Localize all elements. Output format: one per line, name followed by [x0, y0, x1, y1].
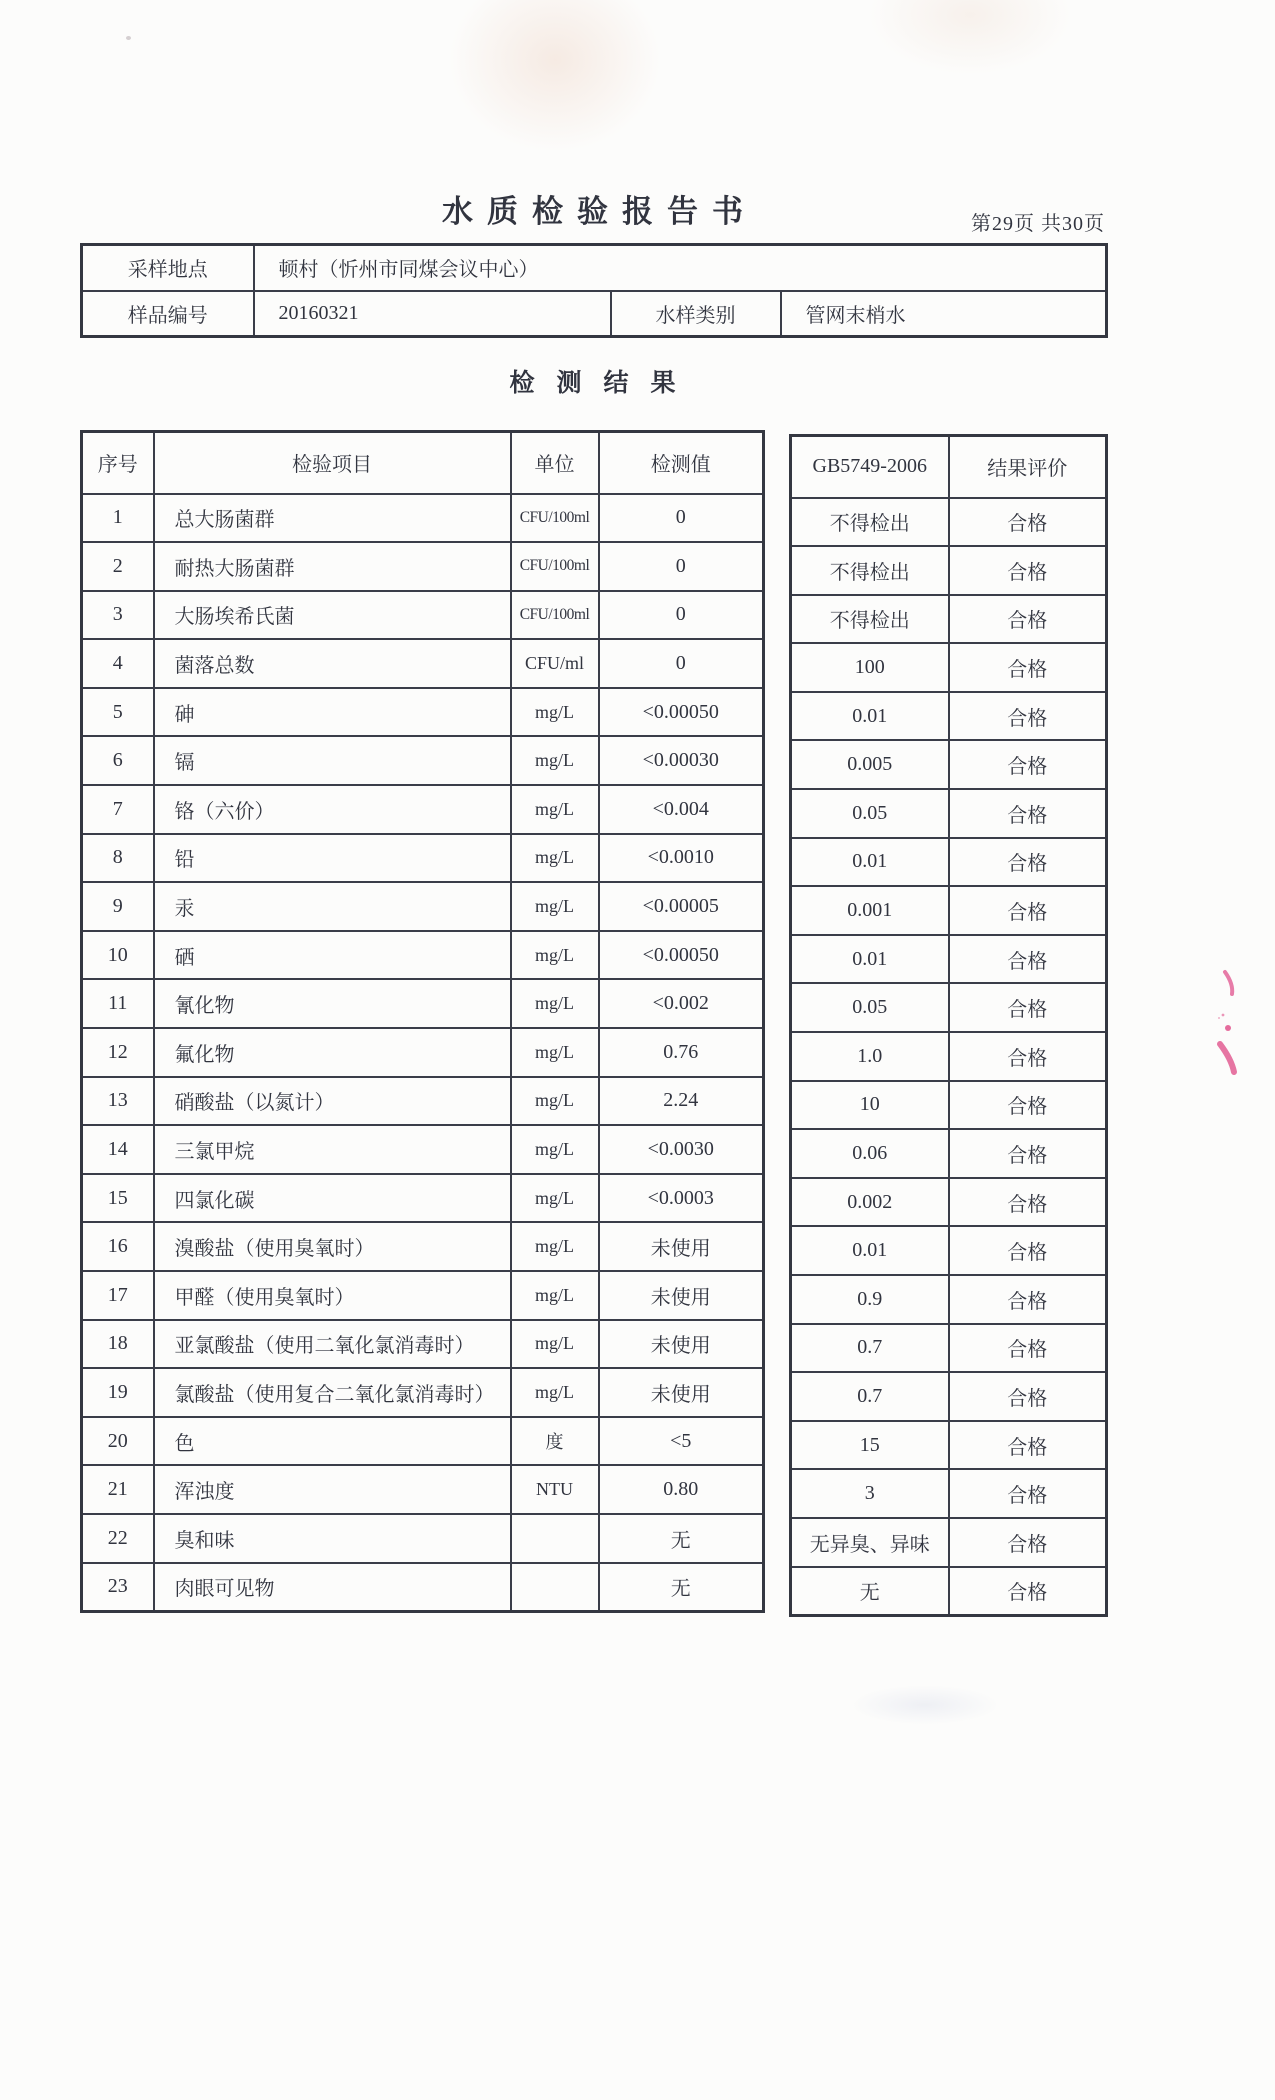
row-number-cell: 6: [82, 736, 154, 785]
unit-cell: mg/L: [511, 1174, 599, 1223]
standard-limit-cell: 0.001: [791, 886, 949, 935]
water-type-value: 管网末梢水: [781, 291, 1107, 337]
item-name-cell: 硝酸盐（以氮计）: [154, 1077, 511, 1126]
table-row: [82, 639, 764, 688]
unit-cell: mg/L: [511, 882, 599, 931]
table-header-row: [82, 432, 764, 494]
ink-dot: [1225, 1025, 1231, 1031]
evaluation-cell: 合格: [949, 595, 1107, 644]
row-number-cell: 17: [82, 1271, 154, 1320]
standard-limit-cell: 0.01: [791, 935, 949, 984]
evaluation-cell: 合格: [949, 692, 1107, 741]
evaluation-cell: 合格: [949, 838, 1107, 887]
unit-cell: mg/L: [511, 1222, 599, 1271]
unit-cell: 度: [511, 1417, 599, 1466]
unit-cell: CFU/ml: [511, 639, 599, 688]
row-number-cell: 2: [82, 542, 154, 591]
table-row: [791, 886, 1107, 935]
results-table-right: [789, 434, 1108, 1617]
table-row: [791, 498, 1107, 547]
row-number-cell: 3: [82, 591, 154, 640]
item-name-cell: 菌落总数: [154, 639, 511, 688]
item-name-cell: 浑浊度: [154, 1465, 511, 1514]
table-row: [82, 291, 1107, 337]
evaluation-cell: 合格: [949, 1324, 1107, 1373]
table-row: [791, 1178, 1107, 1227]
measured-value-cell: 0: [599, 494, 764, 543]
standard-limit-cell: 不得检出: [791, 498, 949, 547]
measured-value-cell: 0: [599, 542, 764, 591]
column-header-unit: 单位: [511, 432, 599, 494]
item-name-cell: 硒: [154, 931, 511, 980]
table-row: [791, 1081, 1107, 1130]
table-header-row: [791, 436, 1107, 498]
table-row: [82, 542, 764, 591]
table-row: [82, 1563, 764, 1612]
row-number-cell: 21: [82, 1465, 154, 1514]
evaluation-cell: 合格: [949, 886, 1107, 935]
table-row: [791, 983, 1107, 1032]
table-row: [791, 692, 1107, 741]
unit-cell: mg/L: [511, 1368, 599, 1417]
table-row: [82, 1174, 764, 1223]
standard-limit-cell: 1.0: [791, 1032, 949, 1081]
table-row: [791, 1324, 1107, 1373]
evaluation-cell: 合格: [949, 983, 1107, 1032]
item-name-cell: 氯酸盐（使用复合二氧化氯消毒时）: [154, 1368, 511, 1417]
unit-cell: mg/L: [511, 1271, 599, 1320]
item-name-cell: 三氯甲烷: [154, 1125, 511, 1174]
unit-cell: mg/L: [511, 1320, 599, 1369]
results-left-body: [82, 494, 764, 1612]
measured-value-cell: 0: [599, 591, 764, 640]
measured-value-cell: 无: [599, 1514, 764, 1563]
evaluation-cell: 合格: [949, 1178, 1107, 1227]
evaluation-cell: 合格: [949, 1567, 1107, 1616]
table-row: [791, 935, 1107, 984]
item-name-cell: 氰化物: [154, 979, 511, 1028]
standard-limit-cell: 3: [791, 1469, 949, 1518]
item-name-cell: 铬（六价）: [154, 785, 511, 834]
item-name-cell: 四氯化碳: [154, 1174, 511, 1223]
table-row: [82, 1514, 764, 1563]
evaluation-cell: 合格: [949, 1275, 1107, 1324]
measured-value-cell: 未使用: [599, 1271, 764, 1320]
table-row: [791, 546, 1107, 595]
evaluation-cell: 合格: [949, 1421, 1107, 1470]
item-name-cell: 汞: [154, 882, 511, 931]
sample-number-value: 20160321: [254, 291, 611, 337]
scan-smudge: [850, 1685, 1000, 1725]
item-name-cell: 溴酸盐（使用臭氧时）: [154, 1222, 511, 1271]
unit-cell: [511, 1514, 599, 1563]
evaluation-cell: 合格: [949, 935, 1107, 984]
table-row: [82, 1077, 764, 1126]
row-number-cell: 14: [82, 1125, 154, 1174]
evaluation-cell: 合格: [949, 1469, 1107, 1518]
table-row: [82, 1028, 764, 1077]
evaluation-cell: 合格: [949, 1372, 1107, 1421]
column-header-item: 检验项目: [154, 432, 511, 494]
table-row: [82, 494, 764, 543]
table-row: [82, 245, 1107, 291]
table-row: [791, 838, 1107, 887]
table-row: [82, 979, 764, 1028]
standard-limit-cell: 0.01: [791, 1226, 949, 1275]
sampling-location-value: 顿村（忻州市同煤会议中心）: [254, 245, 1107, 291]
column-header-standard: GB5749-2006: [791, 436, 949, 498]
measured-value-cell: <0.002: [599, 979, 764, 1028]
standard-limit-cell: 15: [791, 1421, 949, 1470]
ink-dot: [1218, 1017, 1220, 1019]
item-name-cell: 大肠埃希氏菌: [154, 591, 511, 640]
table-row: [791, 1372, 1107, 1421]
evaluation-cell: 合格: [949, 1081, 1107, 1130]
table-row: [82, 785, 764, 834]
measured-value-cell: <0.0030: [599, 1125, 764, 1174]
evaluation-cell: 合格: [949, 1129, 1107, 1178]
item-name-cell: 肉眼可见物: [154, 1563, 511, 1612]
table-row: [791, 1275, 1107, 1324]
standard-limit-cell: 0.05: [791, 983, 949, 1032]
measured-value-cell: 0.80: [599, 1465, 764, 1514]
row-number-cell: 12: [82, 1028, 154, 1077]
measured-value-cell: 未使用: [599, 1368, 764, 1417]
standard-limit-cell: 10: [791, 1081, 949, 1130]
column-header-evaluation: 结果评价: [949, 436, 1107, 498]
unit-cell: mg/L: [511, 1028, 599, 1077]
row-number-cell: 7: [82, 785, 154, 834]
row-number-cell: 4: [82, 639, 154, 688]
unit-cell: mg/L: [511, 979, 599, 1028]
scan-smudge: [440, 0, 670, 160]
table-row: [82, 688, 764, 737]
table-row: [82, 1320, 764, 1369]
item-name-cell: 甲醛（使用臭氧时）: [154, 1271, 511, 1320]
table-row: [791, 1567, 1107, 1616]
table-row: [791, 643, 1107, 692]
row-number-cell: 1: [82, 494, 154, 543]
item-name-cell: 亚氯酸盐（使用二氧化氯消毒时）: [154, 1320, 511, 1369]
row-number-cell: 15: [82, 1174, 154, 1223]
evaluation-cell: 合格: [949, 1518, 1107, 1567]
row-number-cell: 23: [82, 1563, 154, 1612]
scan-speck: [126, 36, 131, 40]
scan-smudge: [860, 0, 1080, 80]
item-name-cell: 镉: [154, 736, 511, 785]
unit-cell: CFU/100ml: [511, 542, 599, 591]
row-number-cell: 8: [82, 834, 154, 883]
standard-limit-cell: 100: [791, 643, 949, 692]
evaluation-cell: 合格: [949, 1226, 1107, 1275]
standard-limit-cell: 0.01: [791, 692, 949, 741]
measured-value-cell: 0.76: [599, 1028, 764, 1077]
row-number-cell: 11: [82, 979, 154, 1028]
measured-value-cell: <0.00005: [599, 882, 764, 931]
table-row: [791, 740, 1107, 789]
document-title: 水质检验报告书: [442, 194, 757, 229]
evaluation-cell: 合格: [949, 789, 1107, 838]
table-row: [791, 1421, 1107, 1470]
unit-cell: NTU: [511, 1465, 599, 1514]
unit-cell: mg/L: [511, 1125, 599, 1174]
item-name-cell: 耐热大肠菌群: [154, 542, 511, 591]
results-right-body: [791, 498, 1107, 1616]
item-name-cell: 总大肠菌群: [154, 494, 511, 543]
unit-cell: mg/L: [511, 931, 599, 980]
section-title: 检测结果: [509, 370, 698, 397]
row-number-cell: 10: [82, 931, 154, 980]
row-number-cell: 18: [82, 1320, 154, 1369]
table-row: [791, 789, 1107, 838]
measured-value-cell: 未使用: [599, 1320, 764, 1369]
evaluation-cell: 合格: [949, 643, 1107, 692]
ink-dot: [1222, 1014, 1225, 1017]
standard-limit-cell: 无: [791, 1567, 949, 1616]
item-name-cell: 砷: [154, 688, 511, 737]
unit-cell: mg/L: [511, 688, 599, 737]
table-row: [82, 882, 764, 931]
measured-value-cell: 2.24: [599, 1077, 764, 1126]
row-number-cell: 9: [82, 882, 154, 931]
table-row: [82, 1368, 764, 1417]
unit-cell: [511, 1563, 599, 1612]
results-table-left: [80, 430, 765, 1613]
table-row: [82, 1271, 764, 1320]
standard-limit-cell: 0.7: [791, 1372, 949, 1421]
table-row: [791, 595, 1107, 644]
sample-info-table: [80, 243, 1108, 338]
table-row: [82, 591, 764, 640]
table-row: [82, 1222, 764, 1271]
water-type-label: 水样类别: [611, 291, 781, 337]
measured-value-cell: <0.00030: [599, 736, 764, 785]
evaluation-cell: 合格: [949, 1032, 1107, 1081]
table-row: [82, 1465, 764, 1514]
row-number-cell: 19: [82, 1368, 154, 1417]
table-row: [82, 931, 764, 980]
column-header-no: 序号: [82, 432, 154, 494]
unit-cell: mg/L: [511, 736, 599, 785]
row-number-cell: 22: [82, 1514, 154, 1563]
table-row: [791, 1226, 1107, 1275]
measured-value-cell: 无: [599, 1563, 764, 1612]
item-name-cell: 臭和味: [154, 1514, 511, 1563]
page-indicator: 第29页 共30页: [971, 213, 1105, 235]
unit-cell: mg/L: [511, 785, 599, 834]
evaluation-cell: 合格: [949, 740, 1107, 789]
pink-ink-mark: [1200, 960, 1260, 1090]
table-row: [82, 1125, 764, 1174]
unit-cell: mg/L: [511, 834, 599, 883]
standard-limit-cell: 0.01: [791, 838, 949, 887]
table-row: [791, 1469, 1107, 1518]
measured-value-cell: <5: [599, 1417, 764, 1466]
evaluation-cell: 合格: [949, 546, 1107, 595]
measured-value-cell: <0.0003: [599, 1174, 764, 1223]
unit-cell: CFU/100ml: [511, 494, 599, 543]
standard-limit-cell: 无异臭、异味: [791, 1518, 949, 1567]
measured-value-cell: 未使用: [599, 1222, 764, 1271]
item-name-cell: 色: [154, 1417, 511, 1466]
row-number-cell: 13: [82, 1077, 154, 1126]
unit-cell: mg/L: [511, 1077, 599, 1126]
standard-limit-cell: 0.05: [791, 789, 949, 838]
unit-cell: CFU/100ml: [511, 591, 599, 640]
column-header-value: 检测值: [599, 432, 764, 494]
standard-limit-cell: 不得检出: [791, 546, 949, 595]
measured-value-cell: 0: [599, 639, 764, 688]
table-row: [82, 1417, 764, 1466]
sample-number-label: 样品编号: [82, 291, 254, 337]
measured-value-cell: <0.004: [599, 785, 764, 834]
ink-stroke: [1225, 972, 1232, 994]
row-number-cell: 20: [82, 1417, 154, 1466]
table-row: [791, 1032, 1107, 1081]
evaluation-cell: 合格: [949, 498, 1107, 547]
table-row: [791, 1129, 1107, 1178]
measured-value-cell: <0.00050: [599, 688, 764, 737]
row-number-cell: 5: [82, 688, 154, 737]
standard-limit-cell: 0.7: [791, 1324, 949, 1373]
standard-limit-cell: 0.06: [791, 1129, 949, 1178]
standard-limit-cell: 0.9: [791, 1275, 949, 1324]
sampling-location-label: 采样地点: [82, 245, 254, 291]
standard-limit-cell: 0.002: [791, 1178, 949, 1227]
ink-stroke: [1220, 1044, 1234, 1072]
table-row: [82, 736, 764, 785]
measured-value-cell: <0.0010: [599, 834, 764, 883]
table-row: [82, 834, 764, 883]
measured-value-cell: <0.00050: [599, 931, 764, 980]
standard-limit-cell: 不得检出: [791, 595, 949, 644]
row-number-cell: 16: [82, 1222, 154, 1271]
table-row: [791, 1518, 1107, 1567]
item-name-cell: 氟化物: [154, 1028, 511, 1077]
standard-limit-cell: 0.005: [791, 740, 949, 789]
item-name-cell: 铅: [154, 834, 511, 883]
